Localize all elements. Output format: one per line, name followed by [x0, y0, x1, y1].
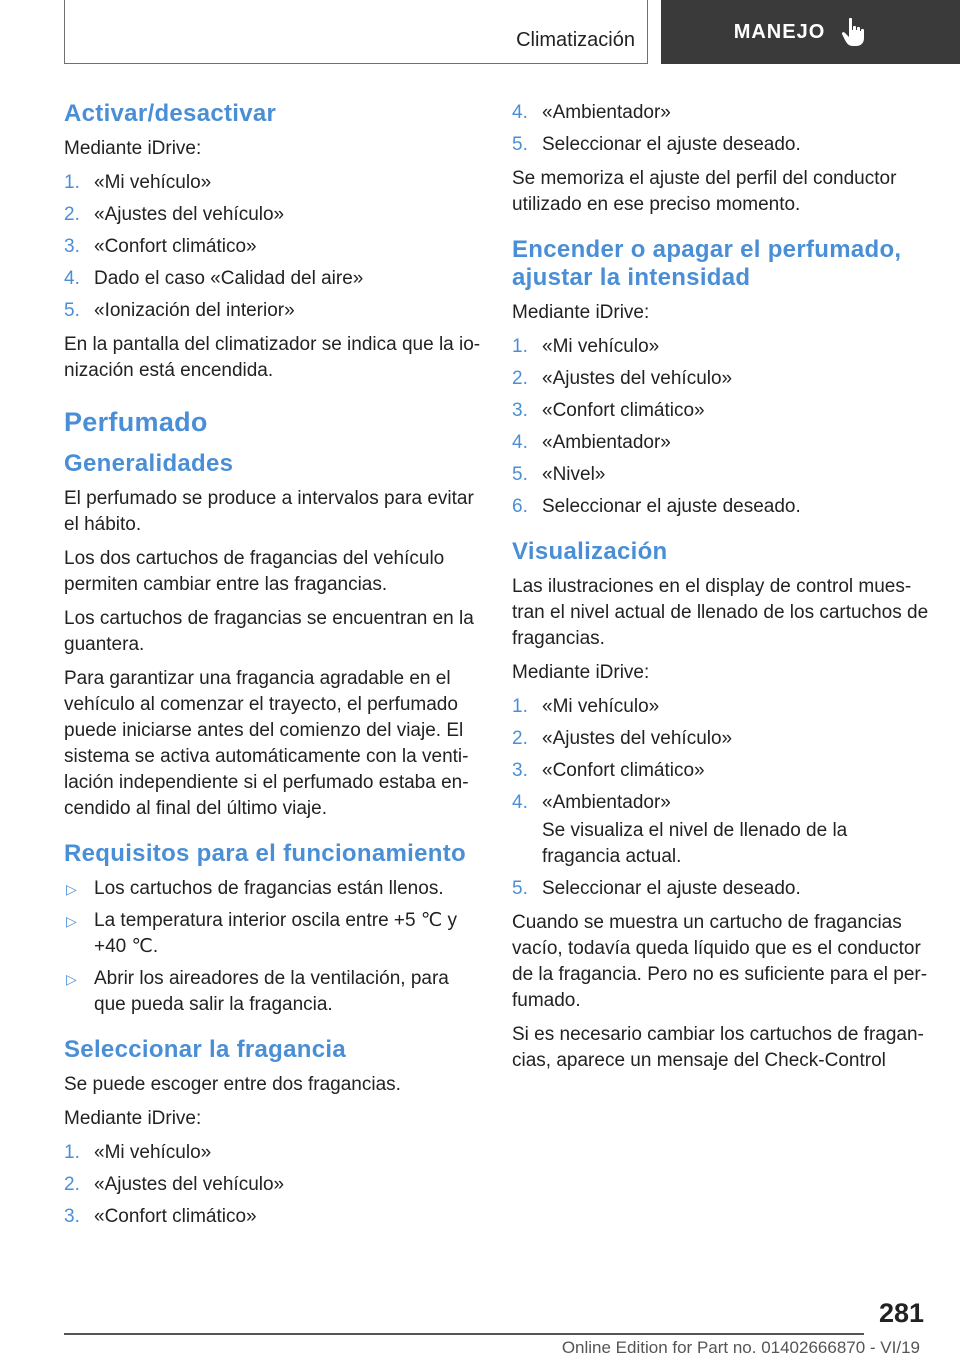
body-text: En la pantalla del climatizador se indica que la io-nización está encendida.: [64, 334, 481, 381]
triangle-bullet-icon: ▷: [66, 913, 77, 929]
heading-perfumado: Perfumado: [64, 407, 208, 437]
steps-list: [64, 170, 482, 324]
list-item: 3. «Confort climático»: [512, 400, 705, 421]
list-item: ▷ Los cartuchos de fragancias están llenos.: [64, 876, 482, 902]
body-text: Si es necesario cambiar los cartuchos de fragan-cias, aparece un mensaje del Check-Control: [512, 1024, 924, 1071]
list-item: 5. Seleccionar el ajuste deseado.: [512, 878, 801, 899]
list-item: 3. «Confort climático»: [64, 1206, 257, 1227]
requirements-list: [64, 876, 482, 1018]
list-item: 2. «Ajustes del vehículo»: [512, 368, 733, 389]
sub-note: Se visualiza el nivel de llenado de la fragancia actual.: [542, 820, 848, 867]
triangle-bullet-icon: ▷: [66, 881, 77, 897]
steps-list: [64, 1140, 482, 1230]
list-item: 1. «Mi vehículo»: [512, 336, 660, 357]
body-text: Para garantizar una fragancia agradable en el vehículo al comenzar el trayecto, el perfumado puede iniciarse antes del comienzo del viaje. El sistema se activa automáticamente con la venti-lación independiente si el perfumado estaba en-cendido al final del último viaje.: [64, 668, 469, 819]
body-text: Se puede escoger entre dos fragancias.: [64, 1074, 401, 1095]
pointing-hand-icon: [841, 17, 867, 47]
intro-text: Mediante iDrive:: [512, 662, 650, 683]
list-item: 1. «Mi vehículo»: [512, 696, 660, 717]
chapter-tab[interactable]: [661, 0, 960, 64]
chapter-title: MANEJO: [733, 20, 826, 43]
list-item: 5. «Nivel»: [512, 464, 606, 485]
right-column: [512, 100, 930, 1082]
list-item: 5. Seleccionar el ajuste deseado.: [512, 134, 801, 155]
list-item: 3. «Confort climático»: [64, 236, 257, 257]
heading-activar: Activar/desactivar: [64, 100, 277, 127]
heading-requisitos: Requisitos para el funcionamiento: [64, 840, 466, 867]
body-text: El perfumado se produce a intervalos para evitar el hábito.: [64, 488, 474, 535]
section-title: Climatización: [516, 29, 635, 51]
body-text: Cuando se muestra un cartucho de fragancias vacío, todavía queda líquido que es el conductor de la fragancia. Pero no es suficiente para el per-fumado.: [512, 912, 928, 1011]
heading-encender: Encender o apagar el perfumado, ajustar la intensidad: [512, 236, 902, 291]
steps-list: [512, 100, 930, 158]
intro-text: Mediante iDrive:: [64, 138, 202, 159]
footer-edition: Online Edition for Part no. 01402666870 - VI/19: [561, 1338, 920, 1357]
heading-generalidades: Generalidades: [64, 450, 234, 477]
list-item: 3. «Confort climático»: [512, 760, 705, 781]
list-item: 4. Dado el caso «Calidad del aire»: [64, 268, 364, 289]
steps-list: [512, 694, 930, 902]
page-number: 281: [878, 1298, 924, 1328]
list-item: 2. «Ajustes del vehículo»: [64, 204, 285, 225]
list-item: 4. «Ambientador»: [512, 102, 671, 123]
list-item: ▷ Abrir los aireadores de la ventilación, para que pueda salir la fragancia.: [66, 968, 449, 1015]
intro-text: Mediante iDrive:: [64, 1108, 202, 1129]
list-item: 4. «Ambientador» Se visualiza el nivel de llenado de la fragancia actual.: [512, 790, 930, 870]
body-text: Se memoriza el ajuste del perfil del conductor utilizado en ese preciso momento.: [512, 168, 897, 215]
body-text: Los cartuchos de fragancias se encuentran en la guantera.: [64, 608, 474, 655]
list-item: 6. Seleccionar el ajuste deseado.: [512, 496, 801, 517]
body-text: Las ilustraciones en el display de control mues-tran el nivel actual de llenado de los cartuchos de fragancias.: [512, 576, 929, 649]
left-column: [64, 100, 482, 1238]
heading-seleccionar: Seleccionar la fragancia: [64, 1036, 347, 1063]
heading-visualizacion: Visualización: [512, 538, 668, 565]
body-text: Los dos cartuchos de fragancias del vehículo permiten cambiar entre las fragancias.: [64, 548, 445, 595]
steps-list: [512, 334, 930, 520]
list-item: 1. «Mi vehículo»: [64, 1142, 212, 1163]
list-item: 2. «Ajustes del vehículo»: [64, 1174, 285, 1195]
list-item: 2. «Ajustes del vehículo»: [512, 728, 733, 749]
footer-divider: [64, 1333, 864, 1335]
intro-text: Mediante iDrive:: [512, 302, 650, 323]
list-item: 4. «Ambientador»: [512, 432, 671, 453]
list-item: 5. «Ionización del interior»: [64, 300, 295, 321]
list-item: ▷ La temperatura interior oscila entre +5 ℃ y +40 ℃.: [66, 910, 457, 957]
triangle-bullet-icon: ▷: [66, 971, 77, 987]
list-item: 1. «Mi vehículo»: [64, 172, 212, 193]
